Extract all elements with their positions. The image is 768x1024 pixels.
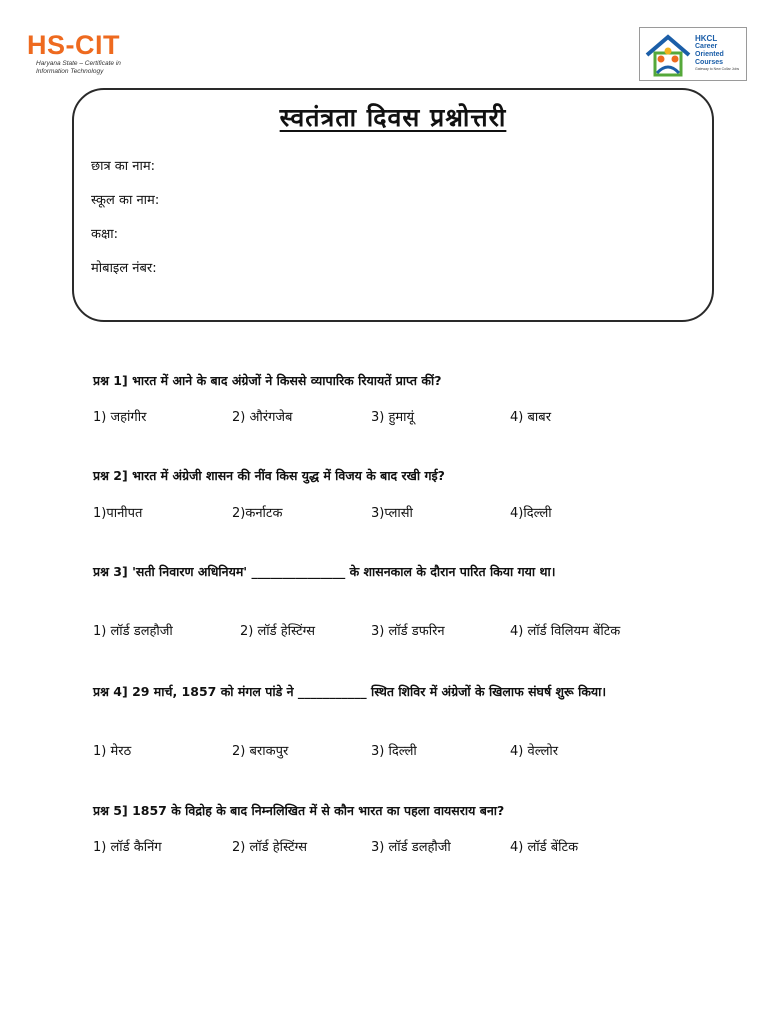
q1-option-4[interactable]: 4) बाबर	[510, 410, 552, 425]
q2-option-3[interactable]: 3)प्लासी	[371, 506, 413, 521]
hkcl-name: HKCL	[695, 34, 718, 43]
hkcl-line-1: Career	[695, 43, 718, 50]
school-name-label[interactable]: स्कूल का नाम:	[91, 193, 160, 208]
hkcl-line-2: Oriented	[695, 51, 724, 58]
q3-option-1[interactable]: 1) लॉर्ड डलहौजी	[93, 624, 173, 639]
q4-option-4[interactable]: 4) वेल्लोर	[510, 744, 559, 759]
hs-cit-logo	[27, 30, 137, 76]
q1-option-3[interactable]: 3) हुमायूं	[371, 410, 415, 425]
q4-option-3[interactable]: 3) दिल्ली	[371, 744, 417, 759]
q5-option-3[interactable]: 3) लॉर्ड डलहौजी	[371, 840, 451, 855]
student-details-box	[72, 88, 714, 322]
q3-option-2[interactable]: 2) लॉर्ड हेस्टिंग्स	[240, 624, 316, 639]
quiz-title	[74, 100, 712, 134]
q4-option-1[interactable]: 1) मेरठ	[93, 744, 132, 759]
q3-option-4[interactable]: 4) लॉर्ड विलियम बेंटिक	[510, 624, 621, 639]
class-label[interactable]: कक्षा:	[91, 227, 119, 242]
q5-option-4[interactable]: 4) लॉर्ड बेंटिक	[510, 840, 579, 855]
student-name-label[interactable]: छात्र का नाम:	[91, 159, 156, 174]
question-2: प्रश्न 2] भारत में अंग्रेजी शासन की नींव किस युद्ध में विजय के बाद रखी गई?	[93, 468, 445, 483]
question-5: प्रश्न 5] 1857 के विद्रोह के बाद निम्नलिखित में से कौन भारत का पहला वायसराय बना?	[93, 803, 505, 818]
q4-option-2[interactable]: 2) बराकपुर	[232, 744, 289, 759]
q2-option-2[interactable]: 2)कर्नाटक	[232, 506, 283, 521]
q5-option-2[interactable]: 2) लॉर्ड हेस्टिंग्स	[232, 840, 308, 855]
hs-cit-tagline-2: Information Technology	[36, 68, 104, 75]
mobile-label[interactable]: मोबाइल नंबर:	[91, 261, 157, 276]
quiz-title-text: स्वतंत्रता दिवस प्रश्नोत्तरी	[279, 103, 507, 132]
question-1: प्रश्न 1] भारत में आने के बाद अंग्रेजों ने किससे व्यापारिक रियायतें प्राप्त कीं?	[93, 373, 442, 388]
q2-option-4[interactable]: 4)दिल्ली	[510, 506, 552, 521]
hkcl-line-3: Courses	[695, 59, 724, 66]
hs-cit-brand: HS-CIT	[27, 30, 120, 60]
q3-option-3[interactable]: 3) लॉर्ड डफरिन	[371, 624, 445, 639]
q5-option-1[interactable]: 1) लॉर्ड कैनिंग	[93, 840, 162, 855]
question-4: प्रश्न 4] 29 मार्च, 1857 को मंगल पांडे ने ___________ स्थित शिविर में अंग्रेजों के खिलाफ संघर्ष शुरू किया।	[93, 684, 607, 699]
q2-option-1[interactable]: 1)पानीपत	[93, 506, 143, 521]
hkcl-tagline: Gateway to New Collar Jobs	[695, 67, 740, 71]
question-3: प्रश्न 3] 'सती निवारण अधिनियम' _______________ के शासनकाल के दौरान पारित किया गया था।	[93, 564, 556, 579]
hs-cit-tagline-1: Haryana State – Certificate in	[36, 60, 121, 67]
q1-option-2[interactable]: 2) औरंगजेब	[232, 410, 293, 425]
hkcl-emblem-icon	[643, 33, 693, 77]
hkcl-logo	[639, 27, 747, 81]
q1-option-1[interactable]: 1) जहांगीर	[93, 410, 147, 425]
